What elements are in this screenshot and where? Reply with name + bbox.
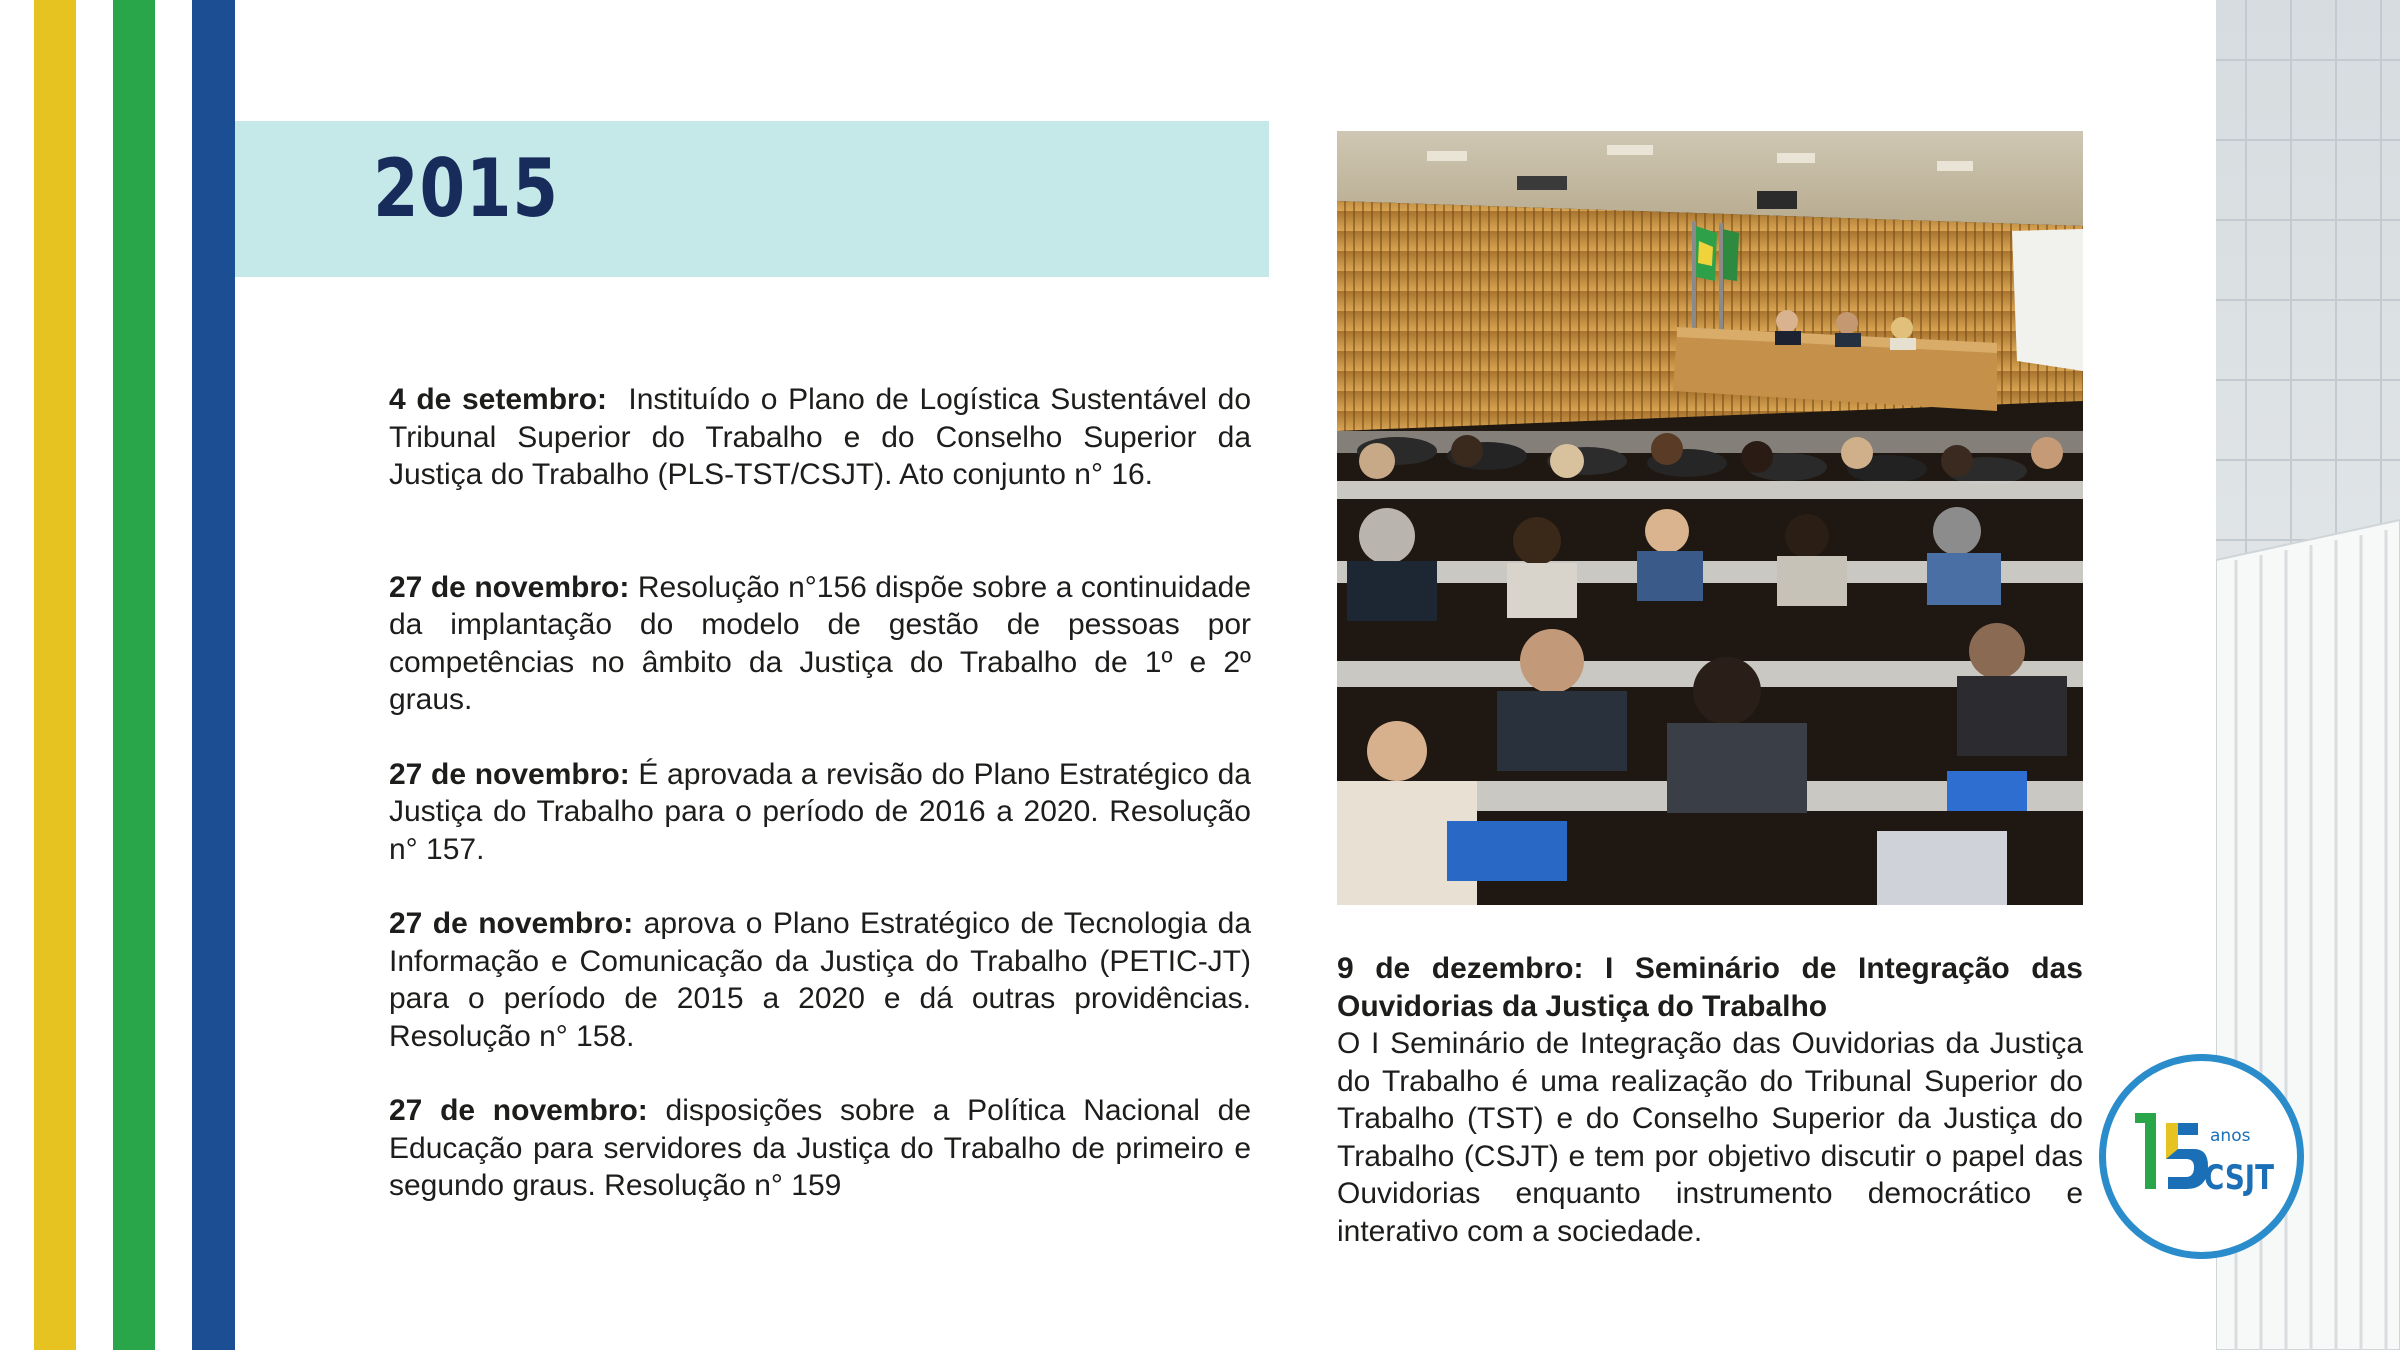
green-stripe: [113, 0, 155, 1350]
year-banner: [235, 121, 1269, 277]
logo-anos: anos: [2210, 1126, 2251, 1146]
timeline-list: [389, 381, 1251, 1242]
blue-stripe: [192, 0, 235, 1350]
timeline-entry: [389, 905, 1251, 1055]
seminar-title: 9 de dezembro: I Seminário de Integração das Ouvidorias da Justiça do Trabalho: [1337, 952, 2083, 1023]
entry-date: 27 de novembro:: [389, 1094, 648, 1127]
entry-date: 4 de setembro:: [389, 383, 608, 416]
entry-date: 27 de novembro:: [389, 570, 630, 604]
timeline-entry: [389, 1092, 1251, 1205]
logo-brand: CSJT: [2204, 1158, 2275, 1198]
timeline-entry: [389, 756, 1251, 869]
entry-text: disposições sobre a Política Nacional de Educação para servidores da Justiça do Trabalho de primeiro e segundo graus. Resolução n° 159: [389, 1094, 1251, 1202]
entry-date: 27 de novembro:: [389, 907, 634, 940]
timeline-entry: [389, 569, 1251, 719]
csjt-15-anos-logo: [2099, 1054, 2304, 1259]
entry-text: aprova o Plano Estratégico de Tecnologia da Informação e Comunicação da Justiça do Trabalho (PETIC-JT) para o período de 2015 a 2020 e dá outras providências. Resolução n° 158.: [389, 907, 1252, 1053]
logo-number: 15: [2106, 1061, 2108, 1062]
entry-text: Resolução n°156 dispõe sobre a continuidade da implantação do modelo de gestão de pessoas por competências no âmbito da Justiça do Trabalho de 1º e 2º graus.: [389, 570, 1252, 716]
seminar-photo: [1337, 131, 2083, 905]
entry-date: 27 de novembro:: [389, 757, 630, 791]
entry-text: Instituído o Plano de Logística Sustentável do Tribunal Superior do Trabalho e do Conselho Superior da Justiça do Trabalho (PLS-TST/CSJT). Ato conjunto n° 16.: [389, 383, 1252, 491]
yellow-stripe: [34, 0, 76, 1350]
timeline-entry: [389, 381, 1251, 494]
page-title: 2015: [373, 142, 559, 235]
entry-text: É aprovada a revisão do Plano Estratégico da Justiça do Trabalho para o período de 2016 a 2020. Resolução n° 157.: [389, 757, 1251, 866]
seminar-body: O I Seminário de Integração das Ouvidorias da Justiça do Trabalho é uma realização do Tribunal Superior do Trabalho (TST) e do Conselho Superior da Justiça do Trabalho (CSJT) e tem por objetivo discutir o papel das Ouvidorias enquanto instrumento democrático e interativo com a sociedade.: [1337, 1027, 2083, 1248]
seminar-block: [1337, 950, 2083, 1250]
